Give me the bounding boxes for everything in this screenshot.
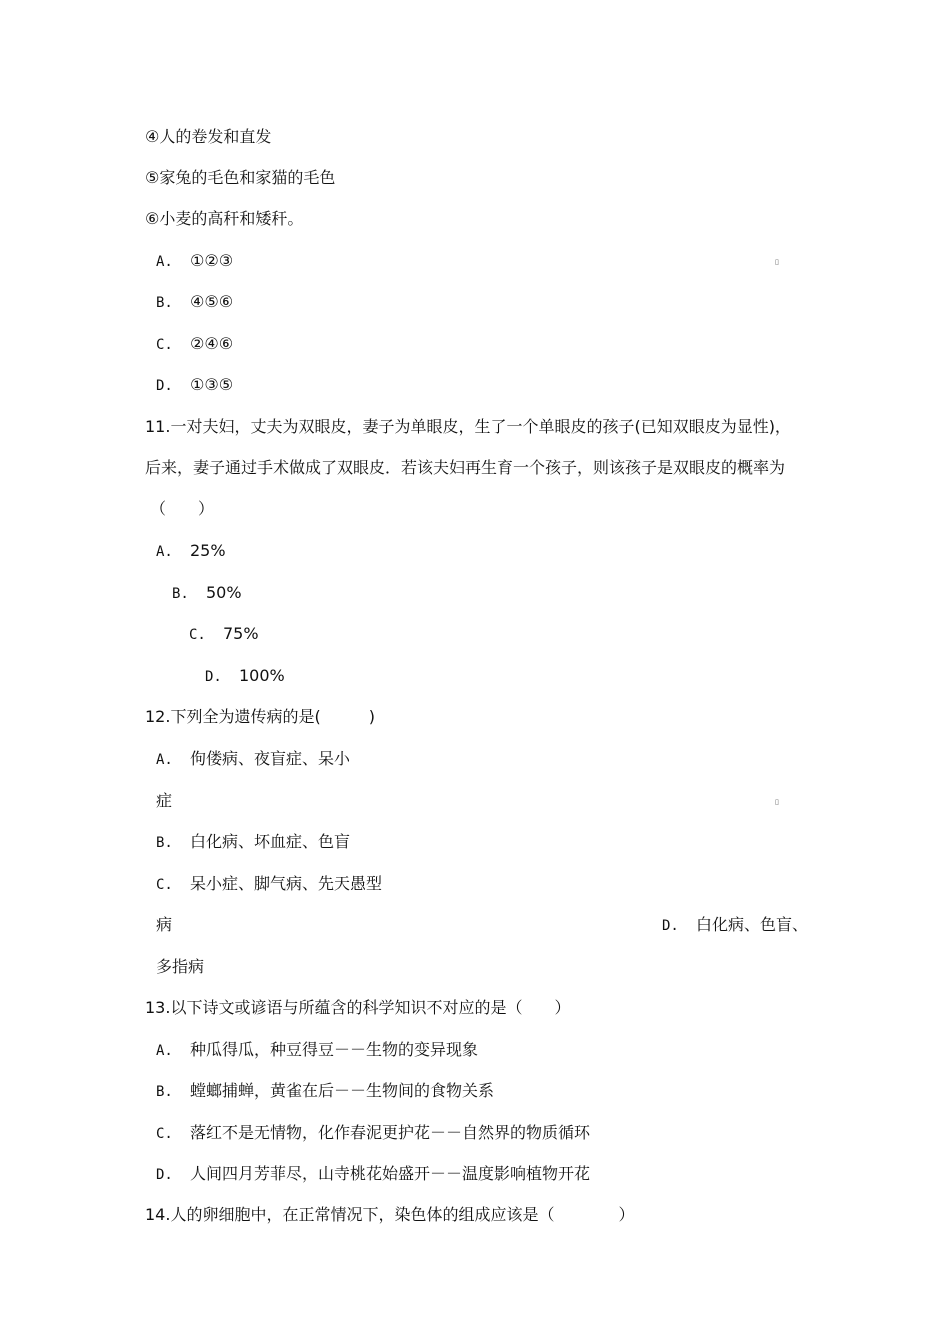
option-text: 75% [223, 624, 259, 643]
q11-stem-line-2: 后来，妻子通过手术做成了双眼皮．若该夫妇再生育一个孩子，则该孩子是双眼皮的概率为 [145, 458, 786, 477]
placeholder-glyph-mark: ▯ [775, 798, 779, 806]
option-text: ④⑤⑥ [190, 292, 234, 311]
q10-option-a [156, 250, 233, 273]
option-text: 种瓜得瓜，种豆得豆－－生物的变异现象 [190, 1040, 479, 1059]
q12-option-c [156, 873, 382, 896]
q10-option-b [156, 291, 233, 314]
q12-option-a-continued: 症 [156, 791, 173, 810]
option-text: 100% [239, 666, 285, 685]
option-text: 25% [190, 541, 226, 560]
q10-option-c [156, 333, 233, 356]
option-text: 白化病、坏血症、色盲 [190, 832, 351, 851]
q13-option-c [156, 1122, 590, 1145]
option-text: ①②③ [190, 251, 234, 270]
q12-option-d [662, 914, 808, 937]
item-5-line: ⑤家兔的毛色和家猫的毛色 [145, 168, 336, 187]
q13-option-a [156, 1039, 478, 1062]
item-6-line: ⑥小麦的高秆和矮秆。 [145, 209, 304, 228]
q11-option-c [189, 623, 259, 646]
option-letter: C. [156, 1126, 173, 1142]
option-text: 白化病、色盲、 [696, 915, 809, 934]
q12-option-d-continued: 多指病 [156, 957, 205, 976]
option-text: 50% [206, 583, 242, 602]
option-letter: C. [156, 877, 173, 893]
option-text: ②④⑥ [190, 334, 234, 353]
q11-option-b [172, 582, 242, 605]
q11-option-a [156, 540, 226, 563]
option-letter: C. [189, 627, 206, 643]
q13-option-d [156, 1163, 590, 1186]
option-letter: C. [156, 337, 173, 353]
q12-option-c-continued: 病 [156, 915, 173, 934]
q13-option-b [156, 1080, 494, 1103]
option-letter: D. [156, 378, 173, 394]
q12-option-b [156, 831, 350, 854]
q12-option-a [156, 748, 350, 771]
option-text: 佝偻病、夜盲症、呆小 [190, 749, 351, 768]
item-4-line: ④人的卷发和直发 [145, 127, 272, 146]
q11-stem-line-1: 11.一对夫妇，丈夫为双眼皮，妻子为单眼皮，生了一个单眼皮的孩子(已知双眼皮为显性)， [145, 417, 791, 436]
option-letter: A. [156, 254, 173, 270]
option-letter: B. [172, 586, 189, 602]
option-letter: A. [156, 752, 173, 768]
q14-stem: 14.人的卵细胞中，在正常情况下，染色体的组成应该是（ ） [145, 1205, 635, 1224]
q10-option-d [156, 374, 233, 397]
option-letter: B. [156, 295, 173, 311]
option-text: 呆小症、脚气病、先天愚型 [190, 874, 383, 893]
option-letter: D. [662, 918, 679, 934]
q13-stem: 13.以下诗文或谚语与所蕴含的科学知识不对应的是（ ） [145, 998, 571, 1017]
option-letter: D. [156, 1167, 173, 1183]
q12-stem: 12.下列全为遗传病的是( ) [145, 707, 375, 726]
q11-option-d [205, 665, 285, 688]
option-text: 落红不是无情物，化作春泥更护花－－自然界的物质循环 [190, 1123, 591, 1142]
option-letter: A. [156, 544, 173, 560]
q11-stem-line-3: （ ） [150, 499, 215, 518]
option-text: 人间四月芳菲尽，山寺桃花始盛开－－温度影响植物开花 [190, 1164, 591, 1183]
option-letter: B. [156, 835, 173, 851]
option-text: 螳螂捕蝉，黄雀在后－－生物间的食物关系 [190, 1081, 495, 1100]
option-letter: D. [205, 669, 222, 685]
option-letter: A. [156, 1043, 173, 1059]
option-letter: B. [156, 1084, 173, 1100]
option-text: ①③⑤ [190, 375, 234, 394]
placeholder-glyph-mark: ▯ [775, 258, 779, 266]
